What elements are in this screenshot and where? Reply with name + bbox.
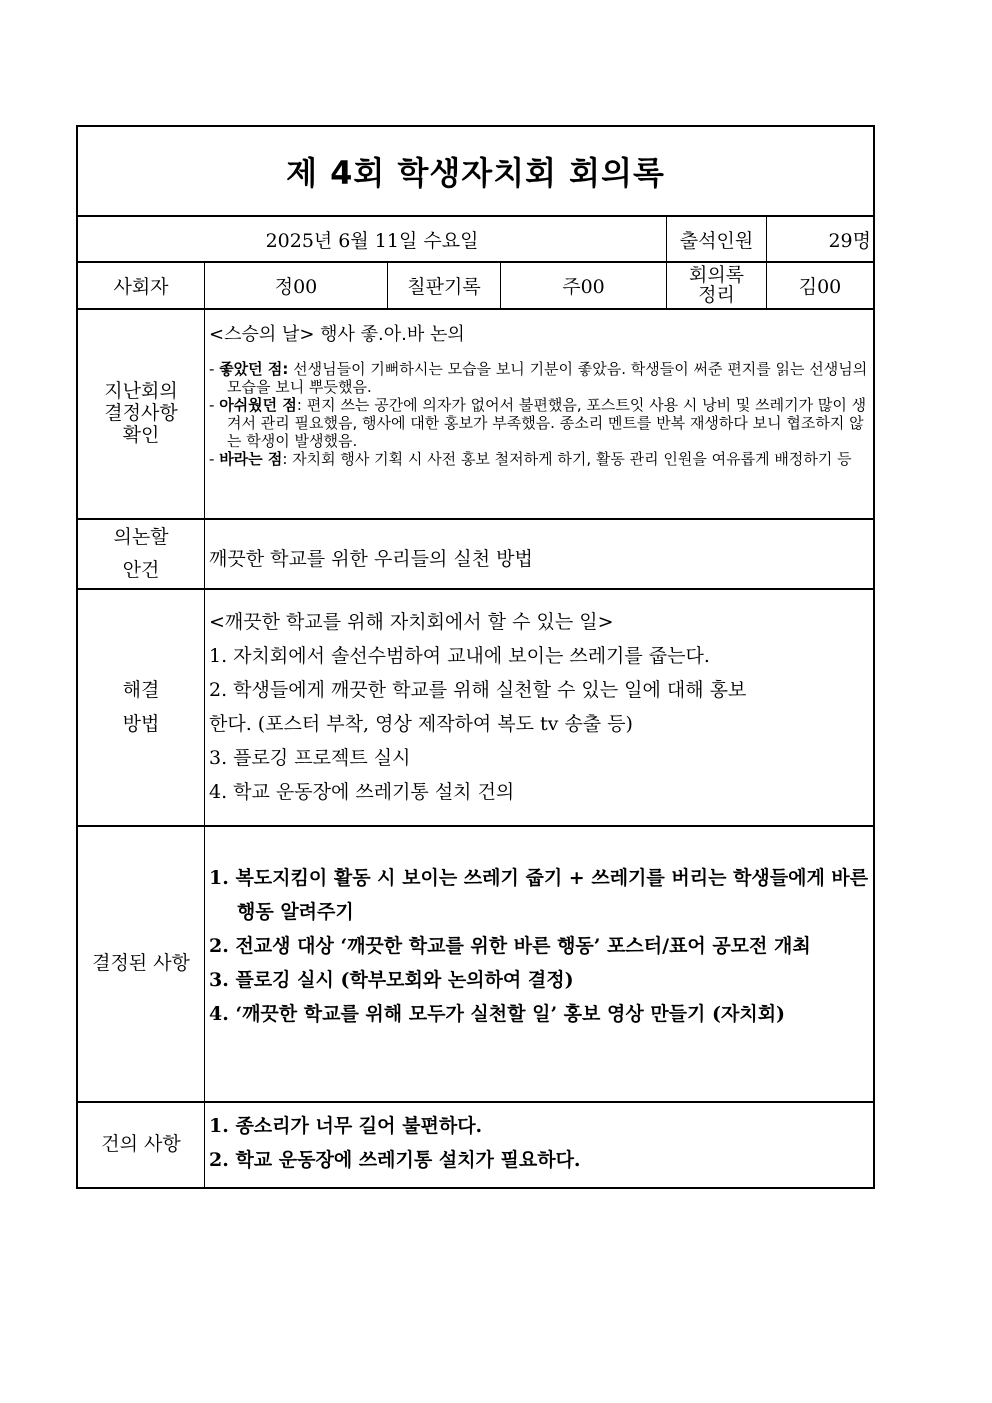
decisions-row	[78, 827, 873, 1103]
chair-label: 사회자	[78, 263, 205, 308]
agenda-label	[78, 520, 205, 588]
agenda-row	[78, 520, 873, 590]
attendance-value: 29명	[828, 229, 871, 252]
previous-label-line1: 지난회의	[104, 380, 178, 403]
date-row	[78, 217, 873, 263]
solution-line: 3. 플로깅 프로젝트 실시	[209, 747, 411, 769]
board-recorder-name: 주00	[501, 263, 667, 308]
attendance-label: 출석인원	[667, 217, 767, 261]
previous-decisions-row	[78, 310, 873, 520]
minutes-writer-label	[667, 263, 767, 308]
agenda-label-line1: 의논할	[113, 525, 169, 548]
solution-line: 2. 학생들에게 깨끗한 학교를 위해 실천할 수 있는 일에 대해 홍보	[209, 679, 747, 701]
minutes-writer-label-line1: 회의록	[688, 263, 745, 286]
previous-decisions-content	[205, 310, 873, 518]
board-recorder-label: 칠판기록	[388, 263, 501, 308]
chair-name: 정00	[205, 263, 388, 308]
previous-label-line2: 결정사항	[104, 402, 178, 425]
solutions-label-line2: 방법	[122, 712, 160, 735]
solutions-label	[78, 590, 205, 825]
suggestion-item: 2. 학교 운동장에 쓰레기통 설치가 필요하다.	[209, 1149, 581, 1171]
previous-heading: <스승의 날> 행사 좋.아.바 논의	[209, 324, 465, 345]
suggestions-content	[205, 1103, 873, 1187]
suggestions-row	[78, 1103, 873, 1187]
suggestions-label: 건의 사항	[78, 1103, 205, 1187]
decision-item: 4. ‘깨끗한 학교를 위해 모두가 실천할 일’ 홍보 영상 만들기 (자치회)	[209, 1003, 786, 1025]
solutions-heading: <깨끗한 학교를 위해 자치회에서 할 수 있는 일>	[209, 611, 614, 633]
previous-item-good: - 좋았던 점: 선생님들이 기뻐하시는 모습을 보니 기분이 좋았음. 학생들이 써준 편지를 읽는 선생님의 모습을 보니 뿌듯했음.	[209, 360, 868, 396]
agenda-label-line2: 안건	[122, 559, 160, 581]
decision-item: 3. 플로깅 실시 (학부모회와 논의하여 결정)	[209, 969, 574, 991]
decision-item: 2. 전교생 대상 ‘깨끗한 학교를 위한 바른 행동’ 포스터/표어 공모전 개최	[209, 935, 811, 957]
decisions-list	[209, 861, 869, 1031]
agenda-content	[205, 520, 873, 588]
decisions-label: 결정된 사항	[78, 827, 205, 1101]
decision-item: 1. 복도지킴이 활동 시 보이는 쓰레기 줍기 + 쓰레기를 버리는 학생들에게 바른 행동 알려주기	[209, 867, 869, 923]
solution-line: 1. 자치회에서 솔선수범하여 교내에 보이는 쓰레기를 줍는다.	[209, 645, 710, 667]
meeting-date: 2025년 6월 11일 수요일	[78, 217, 667, 261]
minutes-writer-label-line2: 정리	[698, 283, 735, 306]
decisions-content	[205, 827, 873, 1101]
solutions-label-line1: 해결	[122, 679, 160, 702]
solutions-content	[205, 590, 873, 825]
agenda-text: 깨끗한 학교를 위한 우리들의 실천 방법	[209, 548, 533, 570]
solution-line: 한다. (포스터 부착, 영상 제작하여 복도 tv 송출 등)	[209, 713, 633, 735]
solution-line: 4. 학교 운동장에 쓰레기통 설치 건의	[209, 781, 515, 803]
previous-item-hope: - 바라는 점: 자치회 행사 기획 시 사전 홍보 철저하게 하기, 활동 관리 인원을 여유롭게 배정하기 등	[209, 450, 852, 468]
meeting-minutes-table	[76, 125, 875, 1189]
suggestion-item: 1. 종소리가 너무 길어 불편하다.	[209, 1115, 483, 1137]
solutions-row	[78, 590, 873, 827]
previous-decisions-label	[78, 310, 205, 518]
roles-row	[78, 263, 873, 310]
suggestions-list	[209, 1109, 869, 1177]
title-row	[78, 127, 873, 217]
previous-label-line3: 확인	[122, 423, 160, 446]
minutes-writer-name: 김00	[798, 276, 842, 298]
document-title: 제 4회 학생자치회 회의록	[286, 154, 665, 192]
previous-item-regret: - 아쉬웠던 점: 편지 쓰는 공간에 의자가 없어서 불편했음, 포스트잇 사용 시 낭비 및 쓰레기가 많이 생겨서 관리 필요했음, 행사에 대한 홍보가 부족했음. 종소리 멘트를 반복 재생하다 보니 협조하지 않는 학생이 발생했음.	[209, 396, 867, 450]
